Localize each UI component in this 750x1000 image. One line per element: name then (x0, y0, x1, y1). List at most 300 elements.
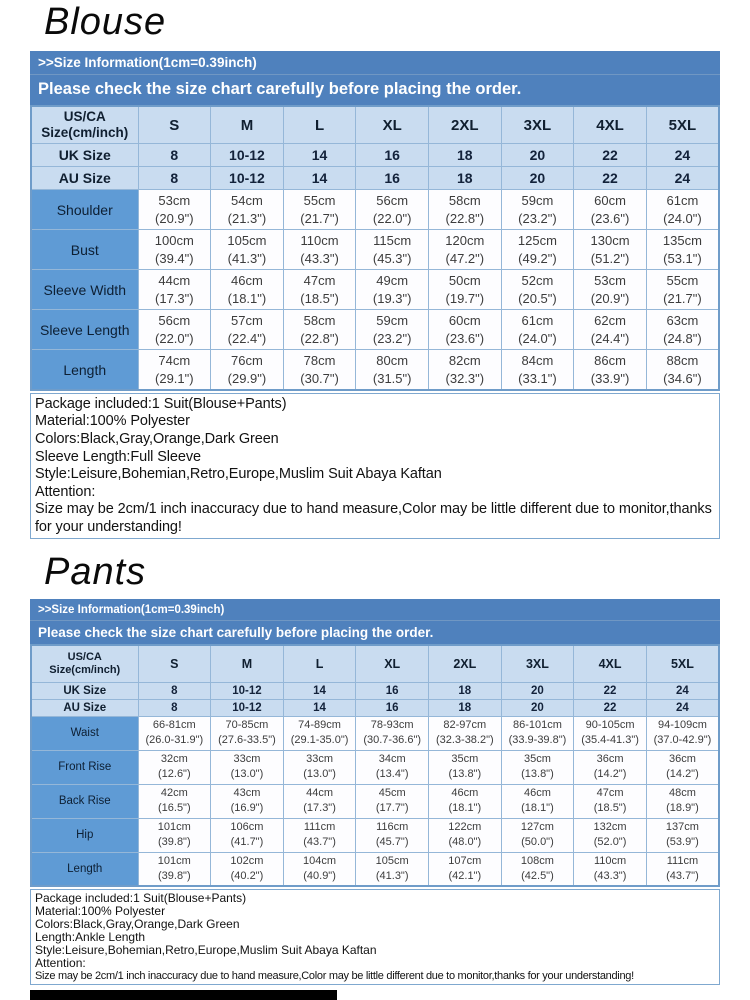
measure-value-cell (646, 784, 719, 818)
measure-value-cell (283, 818, 356, 852)
cm-value: 80cm (376, 352, 409, 368)
measure-value-cell (501, 310, 574, 350)
note-line: Style:Leisure,Bohemian,Retro,Europe,Muslim Suit Abaya Kaftan (35, 466, 442, 483)
inch-value: (20.5") (518, 290, 557, 306)
column-header-cell: 4XL (574, 106, 647, 144)
cm-value: 45cm (378, 787, 406, 800)
measure-value-cell (138, 230, 211, 270)
inch-value: (48.0") (448, 836, 482, 849)
measure-row (31, 852, 719, 886)
measure-value-cell (429, 716, 502, 750)
cm-value: 43cm (233, 787, 261, 800)
table-header-row (31, 106, 719, 144)
measure-value-cell (283, 716, 356, 750)
note-line: Attention: (35, 956, 86, 970)
size-value-cell: 14 (283, 682, 356, 699)
cm-value: 55cm (666, 272, 699, 288)
cm-value: 82-97cm (443, 719, 487, 732)
measure-value-cell (283, 784, 356, 818)
measure-label-cell: Front Rise (31, 750, 138, 784)
measure-value-cell (501, 852, 574, 886)
cm-value: 135cm (662, 232, 702, 248)
cm-value: 56cm (158, 312, 191, 328)
inch-value: (14.2") (666, 768, 699, 781)
inch-value: (17.3") (155, 290, 194, 306)
note-line: Package included:1 Suit(Blouse+Pants) (35, 892, 247, 906)
measure-value-cell (429, 190, 502, 230)
measure-value-cell (356, 270, 429, 310)
note-line: Length:Ankle Length (35, 931, 146, 944)
measure-value-cell (356, 716, 429, 750)
measure-value-cell (356, 230, 429, 270)
measure-value-cell (429, 310, 502, 350)
cm-value: 88cm (666, 352, 699, 368)
inch-value: (39.8") (157, 870, 191, 883)
cm-value: 78-93cm (370, 719, 414, 732)
inch-value: (13.4") (375, 768, 409, 781)
measure-label-cell: Length (31, 852, 138, 886)
measure-value-cell (283, 310, 356, 350)
measure-value-cell (646, 350, 719, 390)
measure-value-cell (574, 230, 647, 270)
cm-value: 107cm (448, 855, 482, 868)
size-table (30, 644, 720, 887)
cm-value: 100cm (154, 232, 194, 248)
measure-value-cell (574, 190, 647, 230)
measure-value-cell (356, 784, 429, 818)
measure-value-cell (211, 230, 284, 270)
cm-value: 46cm (523, 787, 551, 800)
cm-value: 47cm (596, 787, 624, 800)
cm-value: 33cm (306, 753, 334, 766)
cm-value: 44cm (158, 272, 191, 288)
inch-value: (30.7") (300, 370, 339, 386)
cm-value: 59cm (376, 312, 409, 328)
cm-value: 56cm (376, 192, 409, 208)
inch-value: (17.7") (375, 802, 409, 815)
size-value-cell: 20 (501, 682, 574, 699)
cm-value: 90-105cm (585, 719, 635, 732)
cm-value: 115cm (373, 232, 412, 248)
measure-value-cell (138, 750, 211, 784)
cm-value: 104cm (303, 855, 337, 868)
cm-value: 110cm (593, 855, 627, 868)
inch-value: (12.6") (157, 768, 191, 781)
size-row (31, 699, 719, 716)
inch-value: (39.4") (155, 250, 194, 266)
cm-value: 35cm (523, 753, 551, 766)
column-header-cell: S (138, 106, 211, 144)
inch-value: (41.3") (227, 250, 267, 266)
note-line: Attention: (35, 483, 96, 500)
measure-value-cell (211, 852, 284, 886)
section-blouse (30, 2, 720, 539)
measure-label-cell: Shoulder (31, 190, 138, 230)
measure-value-cell (211, 350, 284, 390)
size-info-banner (30, 599, 720, 644)
measure-value-cell (429, 750, 502, 784)
measure-value-cell (429, 350, 502, 390)
measure-value-cell (283, 270, 356, 310)
cm-value: 110cm (300, 232, 339, 248)
measure-value-cell (646, 310, 719, 350)
measure-row (31, 784, 719, 818)
inch-value: (34.6") (663, 370, 702, 386)
cm-value: 42cm (160, 787, 188, 800)
column-header-cell: L (283, 645, 356, 682)
measure-value-cell (646, 230, 719, 270)
measure-value-cell (283, 350, 356, 390)
cm-value: 53cm (594, 272, 626, 288)
size-row (31, 167, 719, 190)
inch-value: (17.3") (303, 802, 336, 815)
size-value-cell: 24 (646, 144, 719, 167)
inch-value: (35.4-41.3") (581, 734, 639, 747)
cm-value: 125cm (517, 232, 557, 248)
measure-value-cell (356, 852, 429, 886)
size-value-cell: 18 (429, 167, 502, 190)
size-row (31, 144, 719, 167)
section-title-pants: Pants (44, 550, 147, 593)
cm-value: 108cm (520, 855, 554, 868)
cm-value: 106cm (230, 821, 264, 834)
measure-value-cell (501, 270, 574, 310)
measure-value-cell (211, 716, 284, 750)
inch-value: (45.7") (375, 836, 409, 849)
size-row (31, 682, 719, 699)
column-header-cell: 5XL (646, 645, 719, 682)
inch-value: (18.1") (521, 802, 554, 815)
measure-value-cell (356, 750, 429, 784)
inch-value: (52.0") (593, 836, 627, 849)
inch-value: (33.1") (518, 370, 557, 386)
column-header-cell: S (138, 645, 211, 682)
inch-value: (27.6-33.5") (218, 734, 276, 747)
inch-value: (43.3") (300, 250, 339, 266)
cm-value: 60cm (594, 192, 626, 208)
inch-value: (14.2") (593, 768, 627, 781)
note-line: Size may be 2cm/1 inch inaccuracy due to hand measure,Color may be little different due to monitor,thanks for your understanding! (35, 501, 712, 535)
inch-value: (24.4") (590, 330, 630, 346)
note-line: Material:100% Polyester (35, 413, 190, 430)
section-title-blouse: Blouse (44, 1, 167, 43)
measure-value-cell (356, 190, 429, 230)
inch-value: (18.9") (666, 802, 699, 815)
size-value-cell: 16 (356, 144, 429, 167)
measure-value-cell (574, 750, 647, 784)
measure-value-cell (429, 784, 502, 818)
inch-value: (23.2") (518, 210, 557, 226)
table-header-row (31, 645, 719, 682)
inch-value: (39.8") (157, 836, 191, 849)
size-info-heading: >>Size Information(1cm=0.39inch) (30, 599, 720, 621)
measure-value-cell (138, 350, 211, 390)
measure-label-cell: Sleeve Width (31, 270, 138, 310)
size-value-cell: 22 (574, 682, 647, 699)
page-content (30, 0, 720, 985)
measure-value-cell (646, 190, 719, 230)
cm-value: 32cm (160, 753, 188, 766)
measure-value-cell (211, 190, 284, 230)
size-info-banner (30, 51, 720, 105)
inch-value: (31.5") (372, 370, 412, 386)
measure-value-cell (501, 750, 574, 784)
row-label-cell: UK Size (31, 682, 138, 699)
inch-value: (16.9") (230, 802, 264, 815)
note-line: Colors:Black,Gray,Orange,Dark Green (35, 430, 279, 447)
size-value-cell: 22 (574, 699, 647, 716)
inch-value: (51.2") (590, 250, 630, 266)
inch-value: (20.9") (590, 290, 630, 306)
measure-row (31, 310, 719, 350)
inch-value: (45.3") (372, 250, 412, 266)
inch-value: (41.3") (375, 870, 409, 883)
cm-value: 132cm (593, 821, 627, 834)
size-value-cell: 24 (646, 167, 719, 190)
inch-value: (33.9") (590, 370, 630, 386)
measure-value-cell (574, 350, 647, 390)
measure-value-cell (356, 310, 429, 350)
size-value-cell: 14 (283, 699, 356, 716)
inch-value: (22.8") (300, 330, 339, 346)
inch-value: (40.9") (303, 870, 336, 883)
size-value-cell: 22 (574, 167, 647, 190)
size-value-cell: 16 (356, 167, 429, 190)
measure-value-cell (138, 270, 211, 310)
inch-value: (43.7") (666, 870, 699, 883)
corner-label-cell: US/CA Size(cm/inch) (31, 106, 138, 144)
measure-value-cell (646, 270, 719, 310)
column-header-cell: 2XL (429, 106, 502, 144)
measure-value-cell (211, 750, 284, 784)
measure-value-cell (138, 784, 211, 818)
inch-value: (18.1") (227, 290, 267, 306)
cm-value: 62cm (594, 312, 626, 328)
size-value-cell: 18 (429, 682, 502, 699)
cm-value: 111cm (666, 855, 699, 868)
inch-value: (22.0") (372, 210, 412, 226)
inch-value: (21.7") (663, 290, 702, 306)
measure-value-cell (138, 190, 211, 230)
size-value-cell: 20 (501, 699, 574, 716)
inch-value: (20.9") (155, 210, 194, 226)
inch-value: (22.0") (155, 330, 194, 346)
column-header-cell: M (211, 645, 284, 682)
cm-value: 116cm (376, 821, 409, 834)
measure-label-cell: Bust (31, 230, 138, 270)
measure-value-cell (501, 230, 574, 270)
column-header-cell: 5XL (646, 106, 719, 144)
inch-value: (26.0-31.9") (145, 734, 204, 747)
measure-value-cell (646, 750, 719, 784)
size-value-cell: 10-12 (211, 699, 284, 716)
size-value-cell: 20 (501, 144, 574, 167)
cm-value: 94-109cm (657, 719, 707, 732)
column-header-cell: 3XL (501, 645, 574, 682)
note-line: Sleeve Length:Full Sleeve (35, 448, 201, 465)
size-value-cell: 10-12 (211, 144, 284, 167)
inch-value: (19.7") (445, 290, 485, 306)
row-label-cell: AU Size (31, 699, 138, 716)
cm-value: 111cm (303, 821, 336, 834)
measure-value-cell (283, 230, 356, 270)
measure-value-cell (138, 852, 211, 886)
size-value-cell: 8 (138, 144, 211, 167)
inch-value: (42.1") (448, 870, 482, 883)
inch-value: (13.0") (303, 768, 336, 781)
cm-value: 120cm (445, 232, 485, 248)
cm-value: 46cm (451, 787, 479, 800)
measure-label-cell: Waist (31, 716, 138, 750)
cm-value: 137cm (665, 821, 699, 834)
inch-value: (32.3-38.2") (435, 734, 494, 747)
inch-value: (13.8") (521, 768, 554, 781)
measure-value-cell (501, 716, 574, 750)
measure-value-cell (574, 270, 647, 310)
cm-value: 33cm (233, 753, 261, 766)
size-value-cell: 18 (429, 699, 502, 716)
size-value-cell: 10-12 (211, 167, 284, 190)
measure-value-cell (429, 270, 502, 310)
cm-value: 36cm (668, 753, 696, 766)
size-value-cell: 20 (501, 167, 574, 190)
notes-box (30, 889, 720, 984)
inch-value: (47.2") (445, 250, 485, 266)
measure-row (31, 350, 719, 390)
size-value-cell: 14 (283, 167, 356, 190)
measure-value-cell (646, 716, 719, 750)
inch-value: (53.9") (666, 836, 699, 849)
inch-value: (23.6") (590, 210, 630, 226)
measure-value-cell (283, 852, 356, 886)
measure-value-cell (501, 784, 574, 818)
cm-value: 122cm (448, 821, 482, 834)
inch-value: (53.1") (663, 250, 702, 266)
inch-value: (18.5") (300, 290, 339, 306)
measure-value-cell (646, 818, 719, 852)
measure-value-cell (574, 716, 647, 750)
inch-value: (13.0") (230, 768, 264, 781)
size-info-heading: >>Size Information(1cm=0.39inch) (30, 51, 720, 75)
cm-value: 86-101cm (512, 719, 562, 732)
cm-value: 78cm (303, 352, 336, 368)
measure-label-cell: Sleeve Length (31, 310, 138, 350)
column-header-cell: L (283, 106, 356, 144)
inch-value: (43.3") (593, 870, 627, 883)
inch-value: (50.0") (521, 836, 554, 849)
size-value-cell: 22 (574, 144, 647, 167)
inch-value: (22.4") (227, 330, 267, 346)
cm-value: 58cm (448, 192, 481, 208)
size-value-cell: 18 (429, 144, 502, 167)
cm-value: 35cm (451, 753, 479, 766)
inch-value: (21.3") (227, 210, 267, 226)
inch-value: (32.3") (445, 370, 485, 386)
inch-value: (30.7-36.6") (363, 734, 422, 747)
measure-value-cell (429, 852, 502, 886)
inch-value: (33.9-39.8") (508, 734, 567, 747)
measure-value-cell (574, 310, 647, 350)
cm-value: 74-89cm (298, 719, 341, 732)
cm-value: 86cm (594, 352, 626, 368)
inch-value: (41.7") (230, 836, 264, 849)
section-pants (30, 552, 720, 985)
measure-value-cell (283, 190, 356, 230)
measure-value-cell (646, 852, 719, 886)
cm-value: 102cm (230, 855, 264, 868)
cm-value: 61cm (666, 192, 699, 208)
column-header-cell: M (211, 106, 284, 144)
inch-value: (18.1") (448, 802, 482, 815)
cm-value: 57cm (231, 312, 263, 328)
size-value-cell: 8 (138, 699, 211, 716)
measure-value-cell (574, 818, 647, 852)
cm-value: 52cm (521, 272, 554, 288)
note-line: Package included:1 Suit(Blouse+Pants) (35, 395, 287, 412)
measure-value-cell (574, 784, 647, 818)
measure-value-cell (501, 818, 574, 852)
measure-row (31, 230, 719, 270)
cm-value: 105cm (227, 232, 267, 248)
inch-value: (40.2") (230, 870, 264, 883)
cm-value: 70-85cm (225, 719, 269, 732)
inch-value: (24.0") (518, 330, 557, 346)
measure-row (31, 750, 719, 784)
inch-value: (19.3") (372, 290, 412, 306)
cm-value: 48cm (668, 787, 696, 800)
cm-value: 76cm (231, 352, 263, 368)
measure-value-cell (211, 270, 284, 310)
size-value-cell: 16 (356, 699, 429, 716)
measure-row (31, 190, 719, 230)
inch-value: (49.2") (518, 250, 557, 266)
column-header-cell: 4XL (574, 645, 647, 682)
cm-value: 101cm (157, 855, 191, 868)
inch-value: (29.1") (155, 370, 194, 386)
row-label-cell: UK Size (31, 144, 138, 167)
measure-row (31, 818, 719, 852)
size-value-cell: 16 (356, 682, 429, 699)
inch-value: (29.9") (227, 370, 267, 386)
measure-value-cell (138, 310, 211, 350)
measure-value-cell (356, 818, 429, 852)
measure-value-cell (211, 784, 284, 818)
cm-value: 74cm (158, 352, 191, 368)
inch-value: (24.0") (663, 210, 702, 226)
measure-row (31, 270, 719, 310)
cm-value: 84cm (521, 352, 554, 368)
inch-value: (18.5") (593, 802, 627, 815)
cm-value: 46cm (231, 272, 263, 288)
row-label-cell: AU Size (31, 167, 138, 190)
cm-value: 53cm (158, 192, 191, 208)
measure-value-cell (429, 818, 502, 852)
note-line: Size may be 2cm/1 inch inaccuracy due to hand measure,Color may be little different due to monitor,thanks for your understanding! (35, 969, 634, 982)
cm-value: 127cm (520, 821, 554, 834)
measure-value-cell (501, 350, 574, 390)
column-header-cell: XL (356, 106, 429, 144)
inch-value: (24.8") (663, 330, 702, 346)
inch-value: (22.8") (445, 210, 485, 226)
cm-value: 66-81cm (152, 719, 196, 732)
size-table (30, 105, 720, 391)
measure-value-cell (429, 230, 502, 270)
note-line: Material:100% Polyester (35, 905, 166, 919)
note-line: Style:Leisure,Bohemian,Retro,Europe,Muslim Suit Abaya Kaftan (35, 943, 377, 957)
cm-value: 61cm (521, 312, 554, 328)
measure-value-cell (356, 350, 429, 390)
cm-value: 44cm (306, 787, 334, 800)
